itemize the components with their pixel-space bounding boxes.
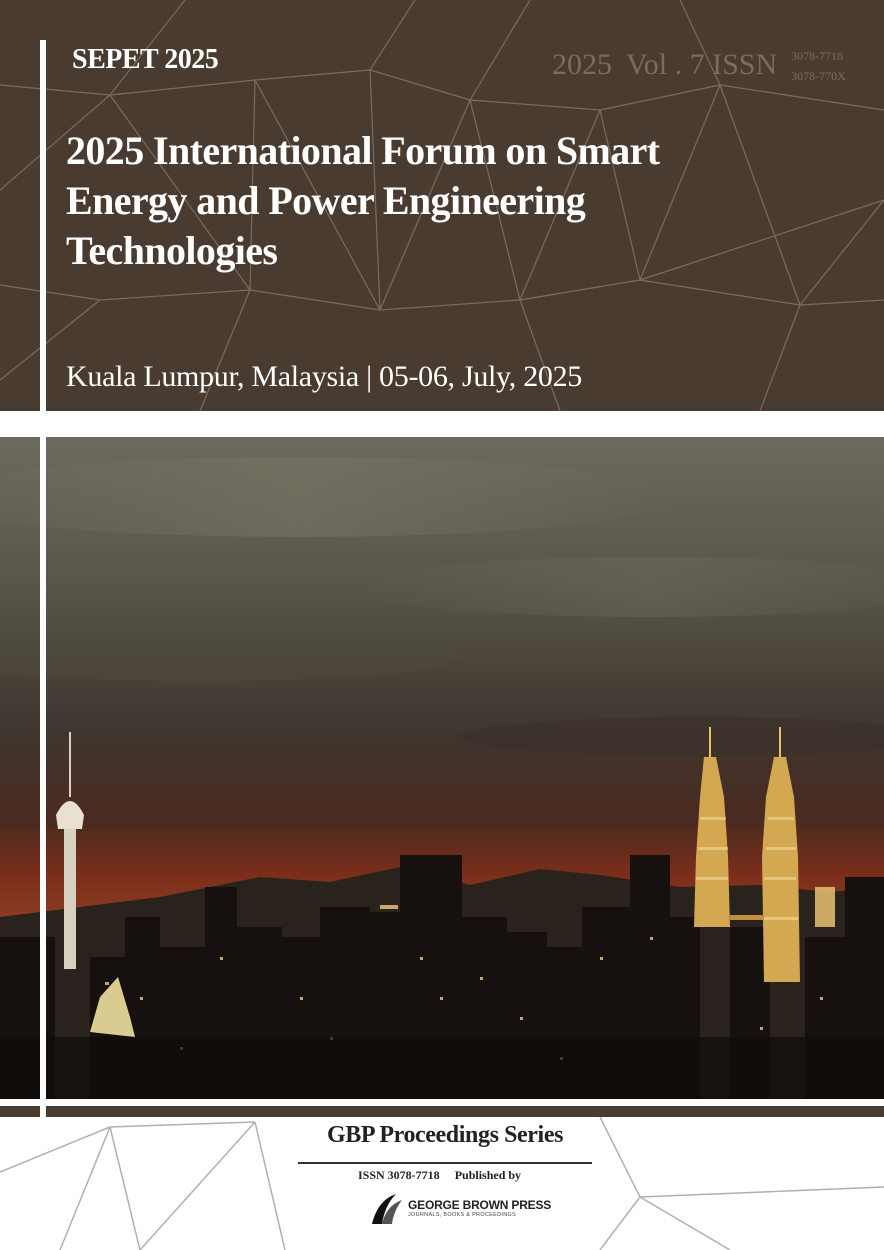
- series-underline: [298, 1162, 592, 1164]
- publisher-tagline: JOURNALS, BOOKS & PROCEEDINGS: [408, 1212, 517, 1218]
- conference-location-date: Kuala Lumpur, Malaysia | 05-06, July, 2025: [66, 360, 583, 393]
- volume-year: 2025: [552, 48, 612, 81]
- vertical-rule: [40, 40, 46, 1120]
- publisher-name: GEORGE BROWN PRESS: [408, 1198, 552, 1212]
- conference-title: 2025 International Forum on Smart Energy and Power Engineering Technologies: [66, 128, 660, 273]
- volume-issn-block: [552, 48, 846, 86]
- series-title: GBP Proceedings Series: [326, 1122, 564, 1148]
- issn-print: 3078-7718: [791, 49, 844, 63]
- volume-label: Vol . 7 ISSN: [626, 48, 778, 81]
- kuala-lumpur-skyline-image: [0, 437, 884, 1099]
- header-band: [0, 0, 884, 411]
- conference-acronym: SEPET 2025: [72, 44, 219, 75]
- skyline-photo: [0, 437, 884, 1099]
- published-by-label: Published by: [454, 1168, 522, 1182]
- footer-divider: [0, 1106, 884, 1117]
- publisher-block: [370, 1190, 551, 1226]
- publisher-logo-icon: [370, 1190, 404, 1226]
- issn-online: 3078-770X: [791, 69, 846, 83]
- issn-numbers: [791, 46, 846, 86]
- publication-line: [358, 1168, 521, 1183]
- series-issn: ISSN 3078-7718: [358, 1168, 440, 1182]
